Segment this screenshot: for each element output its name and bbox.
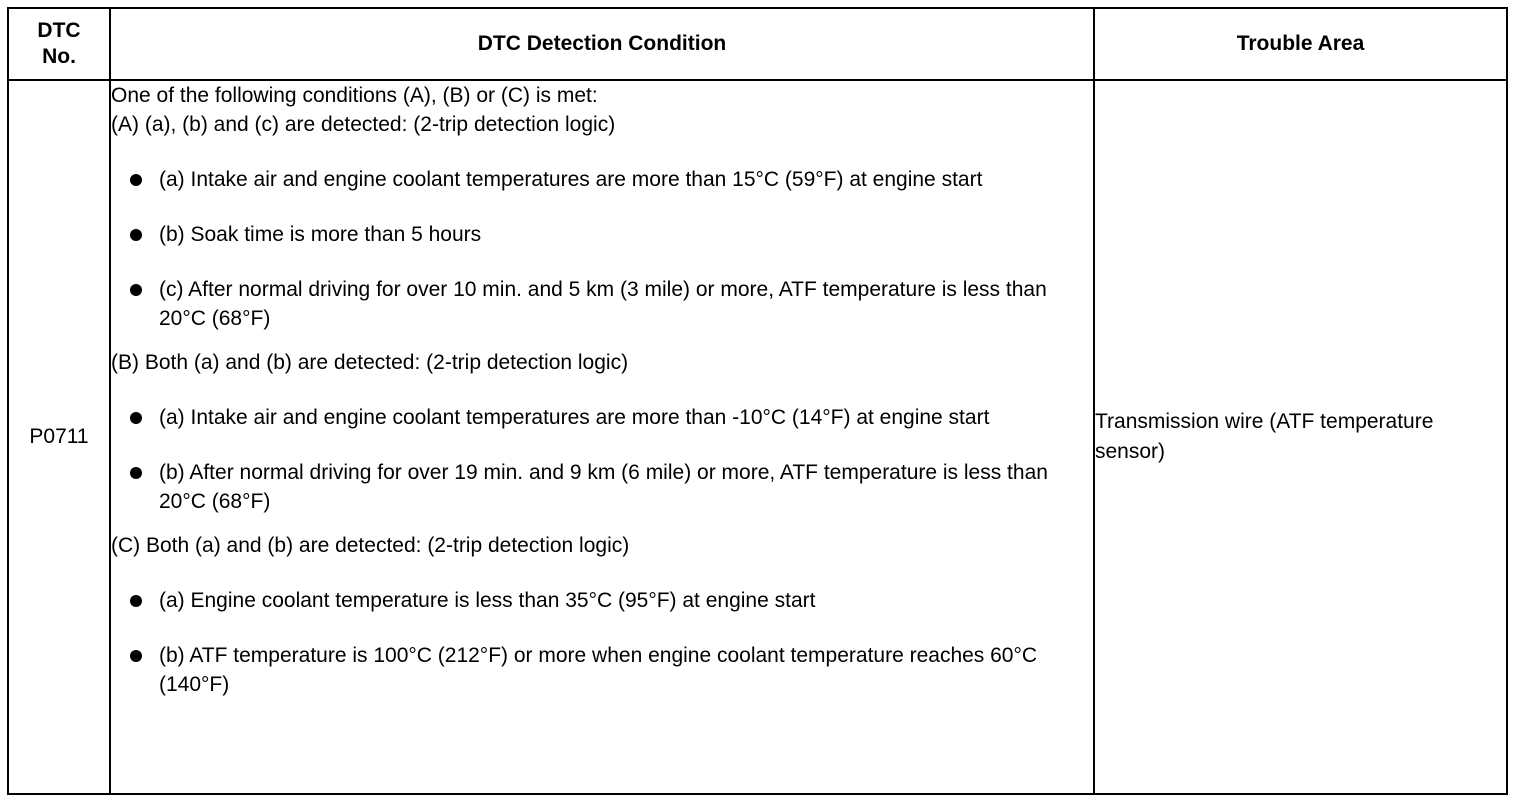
group-c-list [111, 586, 1093, 699]
header-trouble-area: Trouble Area [1094, 8, 1507, 80]
bullet-icon [130, 229, 142, 241]
group-c-item-b: (b) ATF temperature is 100°C (212°F) or more when engine coolant temperature reaches 60°C (140°F) [159, 644, 1038, 696]
detection-condition [110, 80, 1094, 794]
table-row [8, 80, 1507, 794]
condition-group-c [111, 531, 1093, 699]
bullet-icon [130, 467, 142, 479]
group-b-list [111, 403, 1093, 516]
group-b-item-a: (a) Intake air and engine coolant temperatures are more than -10°C (14°F) at engine start [159, 406, 990, 429]
list-item [111, 220, 1093, 249]
header-dtc-no [8, 8, 110, 80]
condition-group-b [111, 348, 1093, 516]
condition-intro: One of the following conditions (A), (B) or (C) is met: [111, 84, 598, 107]
bullet-icon [130, 412, 142, 424]
trouble-area: Transmission wire (ATF temperature sensor) [1094, 80, 1507, 794]
list-item [111, 586, 1093, 615]
bullet-icon [130, 284, 142, 296]
group-b-item-b: (b) After normal driving for over 19 min. and 9 km (6 mile) or more, ATF temperature is less than 20°C (68°F) [159, 461, 1048, 513]
dtc-table [7, 7, 1508, 795]
list-item [111, 641, 1093, 699]
group-a-item-b: (b) Soak time is more than 5 hours [159, 223, 482, 246]
group-b-heading: (B) Both (a) and (b) are detected: (2-trip detection logic) [111, 351, 629, 374]
header-dtc-no-line2: No. [42, 45, 76, 68]
header-condition: DTC Detection Condition [110, 8, 1094, 80]
condition-group-a [111, 110, 1093, 333]
bullet-icon [130, 650, 142, 662]
bullet-icon [130, 174, 142, 186]
header-dtc-no-line1: DTC [37, 19, 81, 42]
group-c-heading: (C) Both (a) and (b) are detected: (2-trip detection logic) [111, 534, 630, 557]
list-item [111, 403, 1093, 432]
list-item [111, 458, 1093, 516]
group-a-item-a: (a) Intake air and engine coolant temperatures are more than 15°C (59°F) at engine start [159, 168, 983, 191]
list-item [111, 275, 1093, 333]
group-a-list [111, 165, 1093, 333]
group-a-item-c: (c) After normal driving for over 10 min. and 5 km (3 mile) or more, ATF temperature is less than 20°C (68°F) [159, 278, 1047, 330]
bullet-icon [130, 595, 142, 607]
dtc-code: P0711 [8, 80, 110, 794]
group-c-item-a: (a) Engine coolant temperature is less than 35°C (95°F) at engine start [159, 589, 816, 612]
group-a-heading: (A) (a), (b) and (c) are detected: (2-trip detection logic) [111, 113, 616, 136]
list-item [111, 165, 1093, 194]
header-row [8, 8, 1507, 80]
